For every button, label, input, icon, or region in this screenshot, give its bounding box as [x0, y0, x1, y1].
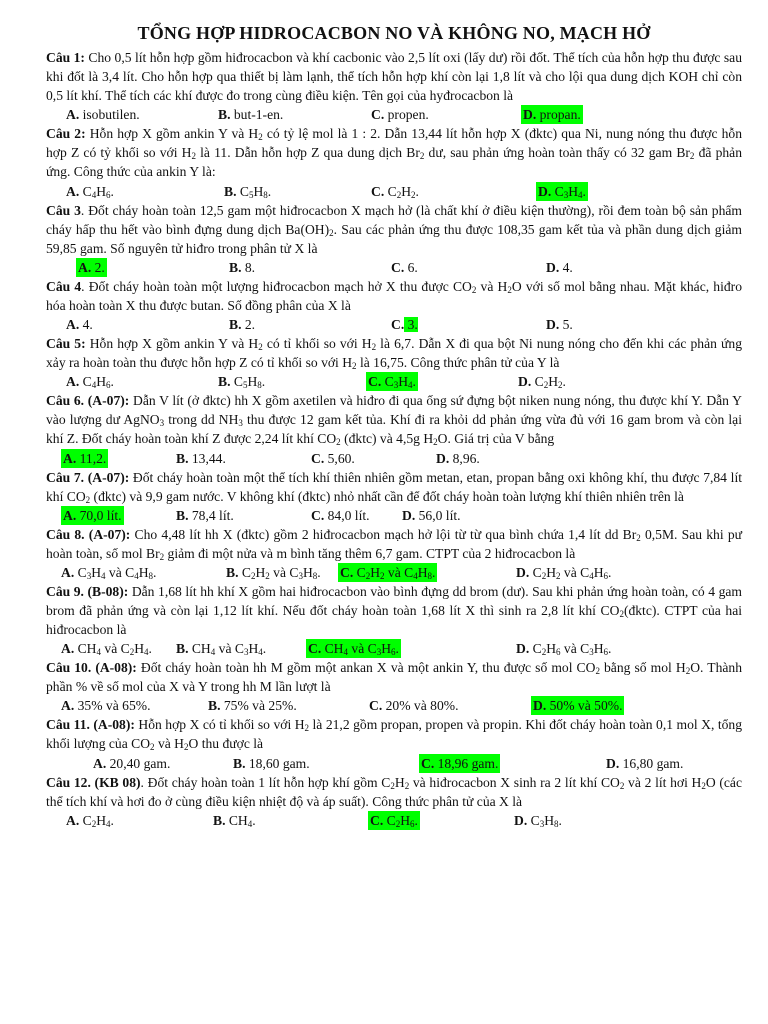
- answer-letter: A.: [61, 698, 75, 714]
- answer-text: 13,44.: [188, 450, 226, 466]
- answer-letter: C.: [311, 450, 325, 466]
- answer-option-c: [391, 258, 418, 277]
- answer-option-a: [61, 639, 152, 658]
- answer-letter: D.: [516, 641, 530, 657]
- question-list: [46, 48, 742, 830]
- question-text: [46, 334, 742, 372]
- answer-letter: B.: [226, 564, 239, 580]
- answer-text: 8.: [241, 259, 256, 275]
- answer-option-d: [518, 372, 566, 391]
- answer-option-a: [66, 182, 114, 201]
- question-body: Cho 0,5 lít hỗn hợp gồm hiđrocacbon và khí cacbonic vào 2,5 lít oxi (lấy dư) rồi đốt. Thể tích của hỗn hợp thu được sau khi đốt là 3,4 lít. Cho hỗn hợp qua thiết bị làm lạnh, thể tích hỗn hợp khí còn lại 1,8 lít và cho lội qua dung dịch KOH chỉ còn 0,5 lít khí. Thể tích các khí được đo trong cùng điều kiện. Tên gọi của hyđrocacbon là: [46, 50, 742, 104]
- answer-letter: A.: [66, 183, 80, 199]
- answer-option-b: [218, 372, 265, 391]
- answer-option-a: [61, 506, 124, 525]
- answer-text: 35% và 65%.: [74, 698, 151, 714]
- question-label: Câu 9. (B-08):: [46, 583, 129, 599]
- question-body: Dẫn V lít (ở đktc) hh X gồm axetilen và hiđro đi qua ống sứ đựng bột niken nung nóng, thu được khí Y. Dẫn Y vào lượng dư AgNO$_3$ trong dd $NH_3$ thu được 12 gam kết tủa. Khí đi ra khỏi dd phản ứng vừa đủ với 16 gam brom và còn lại khí Z. Đốt cháy hoàn toàn khí Z được 2,24 lít khí $CO_2$ (đktc) và 4,5g $H_2O$. Giá trị của V bằng: [46, 393, 742, 448]
- answer-option-c: [419, 754, 500, 773]
- answer-letter: B.: [176, 507, 189, 523]
- answer-letter: C.: [370, 812, 384, 828]
- question-body: . Đốt cháy hoàn toàn một lượng hiđrocacbon mạch hở X thu được $CO_2$ và $H_2O$ với số mol bằng nhau. Mặt khác, hiđro hóa hoàn toàn X thu được butan. Số đồng phân của X là: [46, 278, 742, 313]
- question-text: [46, 773, 742, 811]
- answer-option-d: [521, 105, 583, 124]
- answer-text: 5,60.: [324, 450, 355, 466]
- answer-option-c: [368, 811, 420, 830]
- answer-text: $C_3H_4$ và $C_4H_8$.: [74, 564, 157, 581]
- answer-letter: D.: [533, 698, 547, 714]
- answer-letter: C.: [311, 507, 325, 523]
- answer-text: 18,60 gam.: [245, 755, 310, 771]
- answer-option-a: [66, 372, 114, 391]
- question-label: Câu 7. (A-07):: [46, 469, 130, 485]
- answer-letter: D.: [523, 107, 537, 123]
- answer-letter: B.: [208, 698, 221, 714]
- answer-row: [46, 754, 742, 773]
- answer-letter: A.: [61, 564, 75, 580]
- answer-text: $C_2H_2$ và $C_3H_8$.: [238, 564, 321, 581]
- question-text: [46, 124, 742, 181]
- answer-letter: B.: [224, 183, 237, 199]
- answer-letter: A.: [66, 317, 80, 333]
- question-text: [46, 277, 742, 315]
- answer-letter: C.: [340, 564, 354, 580]
- document-title: TỔNG HỢP HIDROCACBON NO VÀ KHÔNG NO, MẠCH HỞ: [137, 23, 651, 43]
- answer-letter: D.: [538, 183, 552, 199]
- answer-option-d: [546, 315, 573, 334]
- answer-row: [46, 696, 742, 715]
- answer-option-d: [516, 639, 611, 658]
- answer-letter: B.: [218, 374, 231, 390]
- answer-text: $CH_4$ và $C_3H_6$.: [321, 641, 399, 658]
- answer-row: [46, 639, 742, 658]
- answer-option-a: [61, 449, 108, 468]
- answer-letter: D.: [402, 507, 416, 523]
- answer-letter: D.: [546, 259, 560, 275]
- answer-text: $C_2H_2$ và $C_4H_6$.: [529, 564, 612, 581]
- answer-letter: B.: [176, 641, 189, 657]
- answer-text: $C_5H_8$.: [236, 183, 272, 200]
- answer-text: $CH_4$.: [225, 812, 256, 829]
- answer-text: 6.: [404, 259, 418, 275]
- answer-text: isobutilen.: [79, 107, 140, 123]
- answer-option-d: [436, 449, 480, 468]
- question-body: . Đốt cháy hoàn toàn 1 lít hỗn hợp khí gồm $C_2H_2$ và hiđrocacbon X sinh ra 2 lít khí $CO_2$ và 2 lít hơi $H_2O$ (các thể tích khí và hơi đo ở cùng điều kiện nhiệt độ và áp suất). Công thức phân tử của X là: [46, 774, 742, 809]
- question-text: [46, 658, 742, 696]
- answer-letter: D.: [436, 450, 450, 466]
- answer-text: propan.: [536, 107, 581, 123]
- answer-text: $C_3H_4$.: [551, 183, 586, 200]
- answer-option-b: [218, 105, 283, 124]
- answer-letter: A.: [66, 107, 80, 123]
- answer-letter: C.: [371, 183, 385, 199]
- answer-letter: A.: [61, 641, 75, 657]
- question-label: Câu 2:: [46, 126, 86, 142]
- answer-letter: C.: [391, 317, 405, 333]
- answer-text: 16,80 gam.: [619, 755, 684, 771]
- answer-letter: B.: [218, 107, 231, 123]
- answer-option-c: [366, 372, 418, 391]
- question-text: [46, 391, 742, 448]
- answer-option-c: [311, 449, 355, 468]
- answer-option-c: [371, 182, 419, 201]
- question-text: [46, 525, 742, 563]
- question-body: Hỗn hợp X gồm ankin Y và $H_2$ có tỉ khối so với $H_2$ là 6,7. Dẫn X đi qua bột Ni nung nóng cho đến khi các phản ứng xảy ra hoàn toàn thu được hỗn hợp Z có tỉ khối so với $H_2$ là 16,75. Công thức phân tử của Y là: [46, 336, 742, 372]
- answer-text: $C_3H_4$.: [381, 374, 416, 391]
- answer-letter: A.: [63, 450, 77, 466]
- answer-option-d: [531, 696, 624, 715]
- answer-option-a: [61, 696, 150, 715]
- answer-option-b: [233, 754, 310, 773]
- answer-option-b: [229, 258, 255, 277]
- question-label: Câu 6. (A-07):: [46, 393, 130, 409]
- answer-row: [46, 105, 742, 124]
- answer-option-a: [66, 105, 140, 124]
- answer-option-c: [311, 506, 370, 525]
- answer-text: $C_2H_2$ và $C_4H_8$.: [353, 564, 436, 581]
- answer-option-a: [93, 754, 170, 773]
- question-label: Câu 3: [46, 202, 81, 218]
- question-body: Đốt cháy hoàn toàn hh M gồm một ankan X và một ankin Y, thu được số mol $CO_2$ bằng số mol $H_2O$. Thành phần % về số mol của X và Y trong hh M lần lượt là: [46, 660, 742, 695]
- answer-text: 18,96 gam.: [434, 755, 499, 771]
- answer-option-d: [546, 258, 573, 277]
- answer-option-c: [371, 105, 429, 124]
- answer-text: $C_4H_6$.: [79, 374, 114, 391]
- answer-row: [46, 372, 742, 391]
- answer-text: 75% và 25%.: [220, 698, 297, 714]
- question-body: . Đốt cháy hoàn toàn 12,5 gam một hiđrocacbon X mạch hở (là chất khí ở điều kiện thường), rồi đem toàn bộ sản phẩm cháy hấp thu hết vào bình đựng dung dịch $Ba(OH)_2$. Sau các phản ứng thu được 108,35 gam kết tủa và phần dung dịch giảm 59,85 gam. Số nguyên tử hiđro trong phân tử X là: [46, 202, 742, 256]
- answer-text: $C_3H_8$.: [527, 812, 562, 829]
- answer-option-d: [606, 754, 683, 773]
- answer-option-b: [226, 563, 321, 582]
- answer-letter: C.: [421, 755, 435, 771]
- answer-option-c: [306, 639, 401, 658]
- answer-option-a: [76, 258, 107, 277]
- question-text: [46, 468, 742, 506]
- answer-letter: A.: [93, 755, 107, 771]
- question-text: [46, 201, 742, 258]
- answer-text: 11,2.: [76, 450, 107, 466]
- answer-letter: C.: [391, 259, 405, 275]
- answer-letter: A.: [66, 374, 80, 390]
- answer-text: $CH_4$ và $C_3H_4$.: [188, 641, 267, 658]
- answer-letter: C.: [308, 641, 322, 657]
- answer-letter: D.: [546, 317, 560, 333]
- answer-row: [46, 563, 742, 582]
- answer-letter: D.: [516, 564, 530, 580]
- answer-option-d: [536, 182, 588, 201]
- answer-option-a: [61, 563, 156, 582]
- question-label: Câu 11. (A-08):: [46, 717, 135, 733]
- answer-text: 78,4 lít.: [188, 507, 234, 523]
- question-label: Câu 10. (A-08):: [46, 660, 137, 676]
- answer-text: 84,0 lít.: [324, 507, 370, 523]
- answer-text: 56,0 lít.: [415, 507, 461, 523]
- answer-option-d: [516, 563, 611, 582]
- answer-option-b: [176, 639, 266, 658]
- answer-letter: C.: [371, 107, 385, 123]
- answer-option-c: [369, 696, 458, 715]
- answer-text: 50% và 50%.: [546, 698, 623, 714]
- answer-text: 8,96.: [449, 450, 480, 466]
- question-label: Câu 12. (KB 08): [46, 774, 141, 790]
- answer-option-d: [402, 506, 461, 525]
- answer-text: 5.: [559, 317, 573, 333]
- answer-letter: C.: [369, 698, 383, 714]
- answer-letter: B.: [176, 450, 189, 466]
- answer-letter: A.: [78, 259, 92, 275]
- answer-text: 4.: [79, 317, 93, 333]
- answer-row: [46, 506, 742, 525]
- answer-option-b: [224, 182, 271, 201]
- answer-letter: B.: [213, 812, 226, 828]
- question-text: [46, 48, 742, 105]
- answer-option-c: [338, 563, 437, 582]
- answer-option-b: [176, 449, 226, 468]
- question-body: Cho 4,48 lít hh X (đktc) gồm 2 hiđrocacbon mạch hở lội từ từ qua bình chứa 1,4 lít dd $Br_2$ 0,5M. Sau khi pư hoàn toàn, số mol $Br_2$ giảm đi một nửa và m bình tăng thêm 6,7 gam. CTPT của 2 hiđrocacbon là: [46, 526, 743, 562]
- question-label: Câu 1:: [46, 50, 85, 65]
- question-text: [46, 582, 742, 639]
- answer-letter: A.: [66, 812, 80, 828]
- answer-option-b: [213, 811, 256, 830]
- answer-text: 4.: [559, 259, 573, 275]
- question-body: Dẫn 1,68 lít hh khí X gồm hai hiđrocacbon vào bình đựng dd brom (dư). Sau khi phản ứng hoàn toàn, có 4 gam brom đã phản ứng và còn lại 1,12 lít khí. Nếu đốt cháy hoàn toàn 1,68 lít X thì sinh ra 2,8 lít khí $CO_2(đktc)$. CTPT của hai hiđrocacbon là: [46, 583, 743, 638]
- answer-letter: A.: [63, 507, 77, 523]
- answer-letter: D.: [518, 374, 532, 390]
- answer-text: $C_4H_6$.: [79, 183, 114, 200]
- answer-letter: D.: [606, 755, 620, 771]
- question-body: Đốt cháy hoàn toàn một thể tích khí thiên nhiên gồm metan, etan, propan bằng oxi không khí, thu được 7,84 lít khí $CO_2$ (đktc) và 9,9 gam nước. V không khí (đktc) nhỏ nhất cần để đốt cháy hoàn toàn lượng khí thiên nhiên trên là: [46, 469, 742, 505]
- answer-letter: D.: [514, 812, 528, 828]
- answer-option-d: [514, 811, 562, 830]
- answer-row: [46, 811, 742, 830]
- question-label: Câu 8. (A-07):: [46, 526, 131, 542]
- answer-option-a: [66, 315, 93, 334]
- answer-row: [46, 449, 742, 468]
- answer-text: 3.: [404, 317, 418, 333]
- answer-letter: C.: [368, 374, 382, 390]
- question-body: Hỗn hợp X gồm ankin Y và $H_2$ có tỷ lệ mol là 1 : 2. Dẫn 13,44 lít hỗn hợp X (đktc) qua Ni, nung nóng thu được hỗn hợp Z có tỷ khối so với $H_2$ là 11. Dẫn hỗn hợp Z qua dung dịch $Br_2$ dư, sau phản ứng hoàn toàn thấy có 32 gam $Br_2$ đã phản ứng. Công thức của ankin Y là:: [46, 126, 743, 180]
- answer-text: 2.: [91, 259, 105, 275]
- question-label: Câu 4: [46, 278, 82, 294]
- answer-text: $C_2H_6$.: [383, 812, 418, 829]
- answer-text: $C_5H_8$.: [230, 374, 266, 391]
- answer-row: [46, 258, 742, 277]
- question-label: Câu 5:: [46, 336, 86, 352]
- answer-option-a: [66, 811, 114, 830]
- answer-text: $C_2H_6$ và $C_3H_6$.: [529, 641, 612, 658]
- answer-text: $C_2H_2$.: [531, 374, 566, 391]
- answer-option-b: [229, 315, 255, 334]
- answer-letter: B.: [233, 755, 246, 771]
- answer-text: but-1-en.: [230, 107, 284, 123]
- answer-letter: B.: [229, 317, 242, 333]
- answer-row: [46, 182, 742, 201]
- answer-text: 20,40 gam.: [106, 755, 171, 771]
- answer-option-b: [208, 696, 297, 715]
- answer-text: 20% và 80%.: [382, 698, 459, 714]
- question-text: [46, 715, 742, 753]
- answer-option-b: [176, 506, 234, 525]
- answer-option-c: [391, 315, 418, 334]
- answer-letter: B.: [229, 259, 242, 275]
- answer-text: $C_2H_4$.: [79, 812, 114, 829]
- answer-text: 70,0 lít.: [76, 507, 122, 523]
- answer-text: $C_2H_2$.: [384, 183, 419, 200]
- answer-text: $CH_4$ và $C_2H_4$.: [74, 641, 152, 658]
- answer-text: 2.: [241, 317, 256, 333]
- question-body: Hỗn hợp X có tỉ khối so với $H_2$ là 21,2 gồm propan, propen và propin. Khi đốt cháy hoàn toàn 0,1 mol X, tổng khối lượng của $CO_2$ và $H_2O$ thu được là: [46, 717, 743, 753]
- answer-text: propen.: [384, 107, 429, 123]
- answer-row: [46, 315, 742, 334]
